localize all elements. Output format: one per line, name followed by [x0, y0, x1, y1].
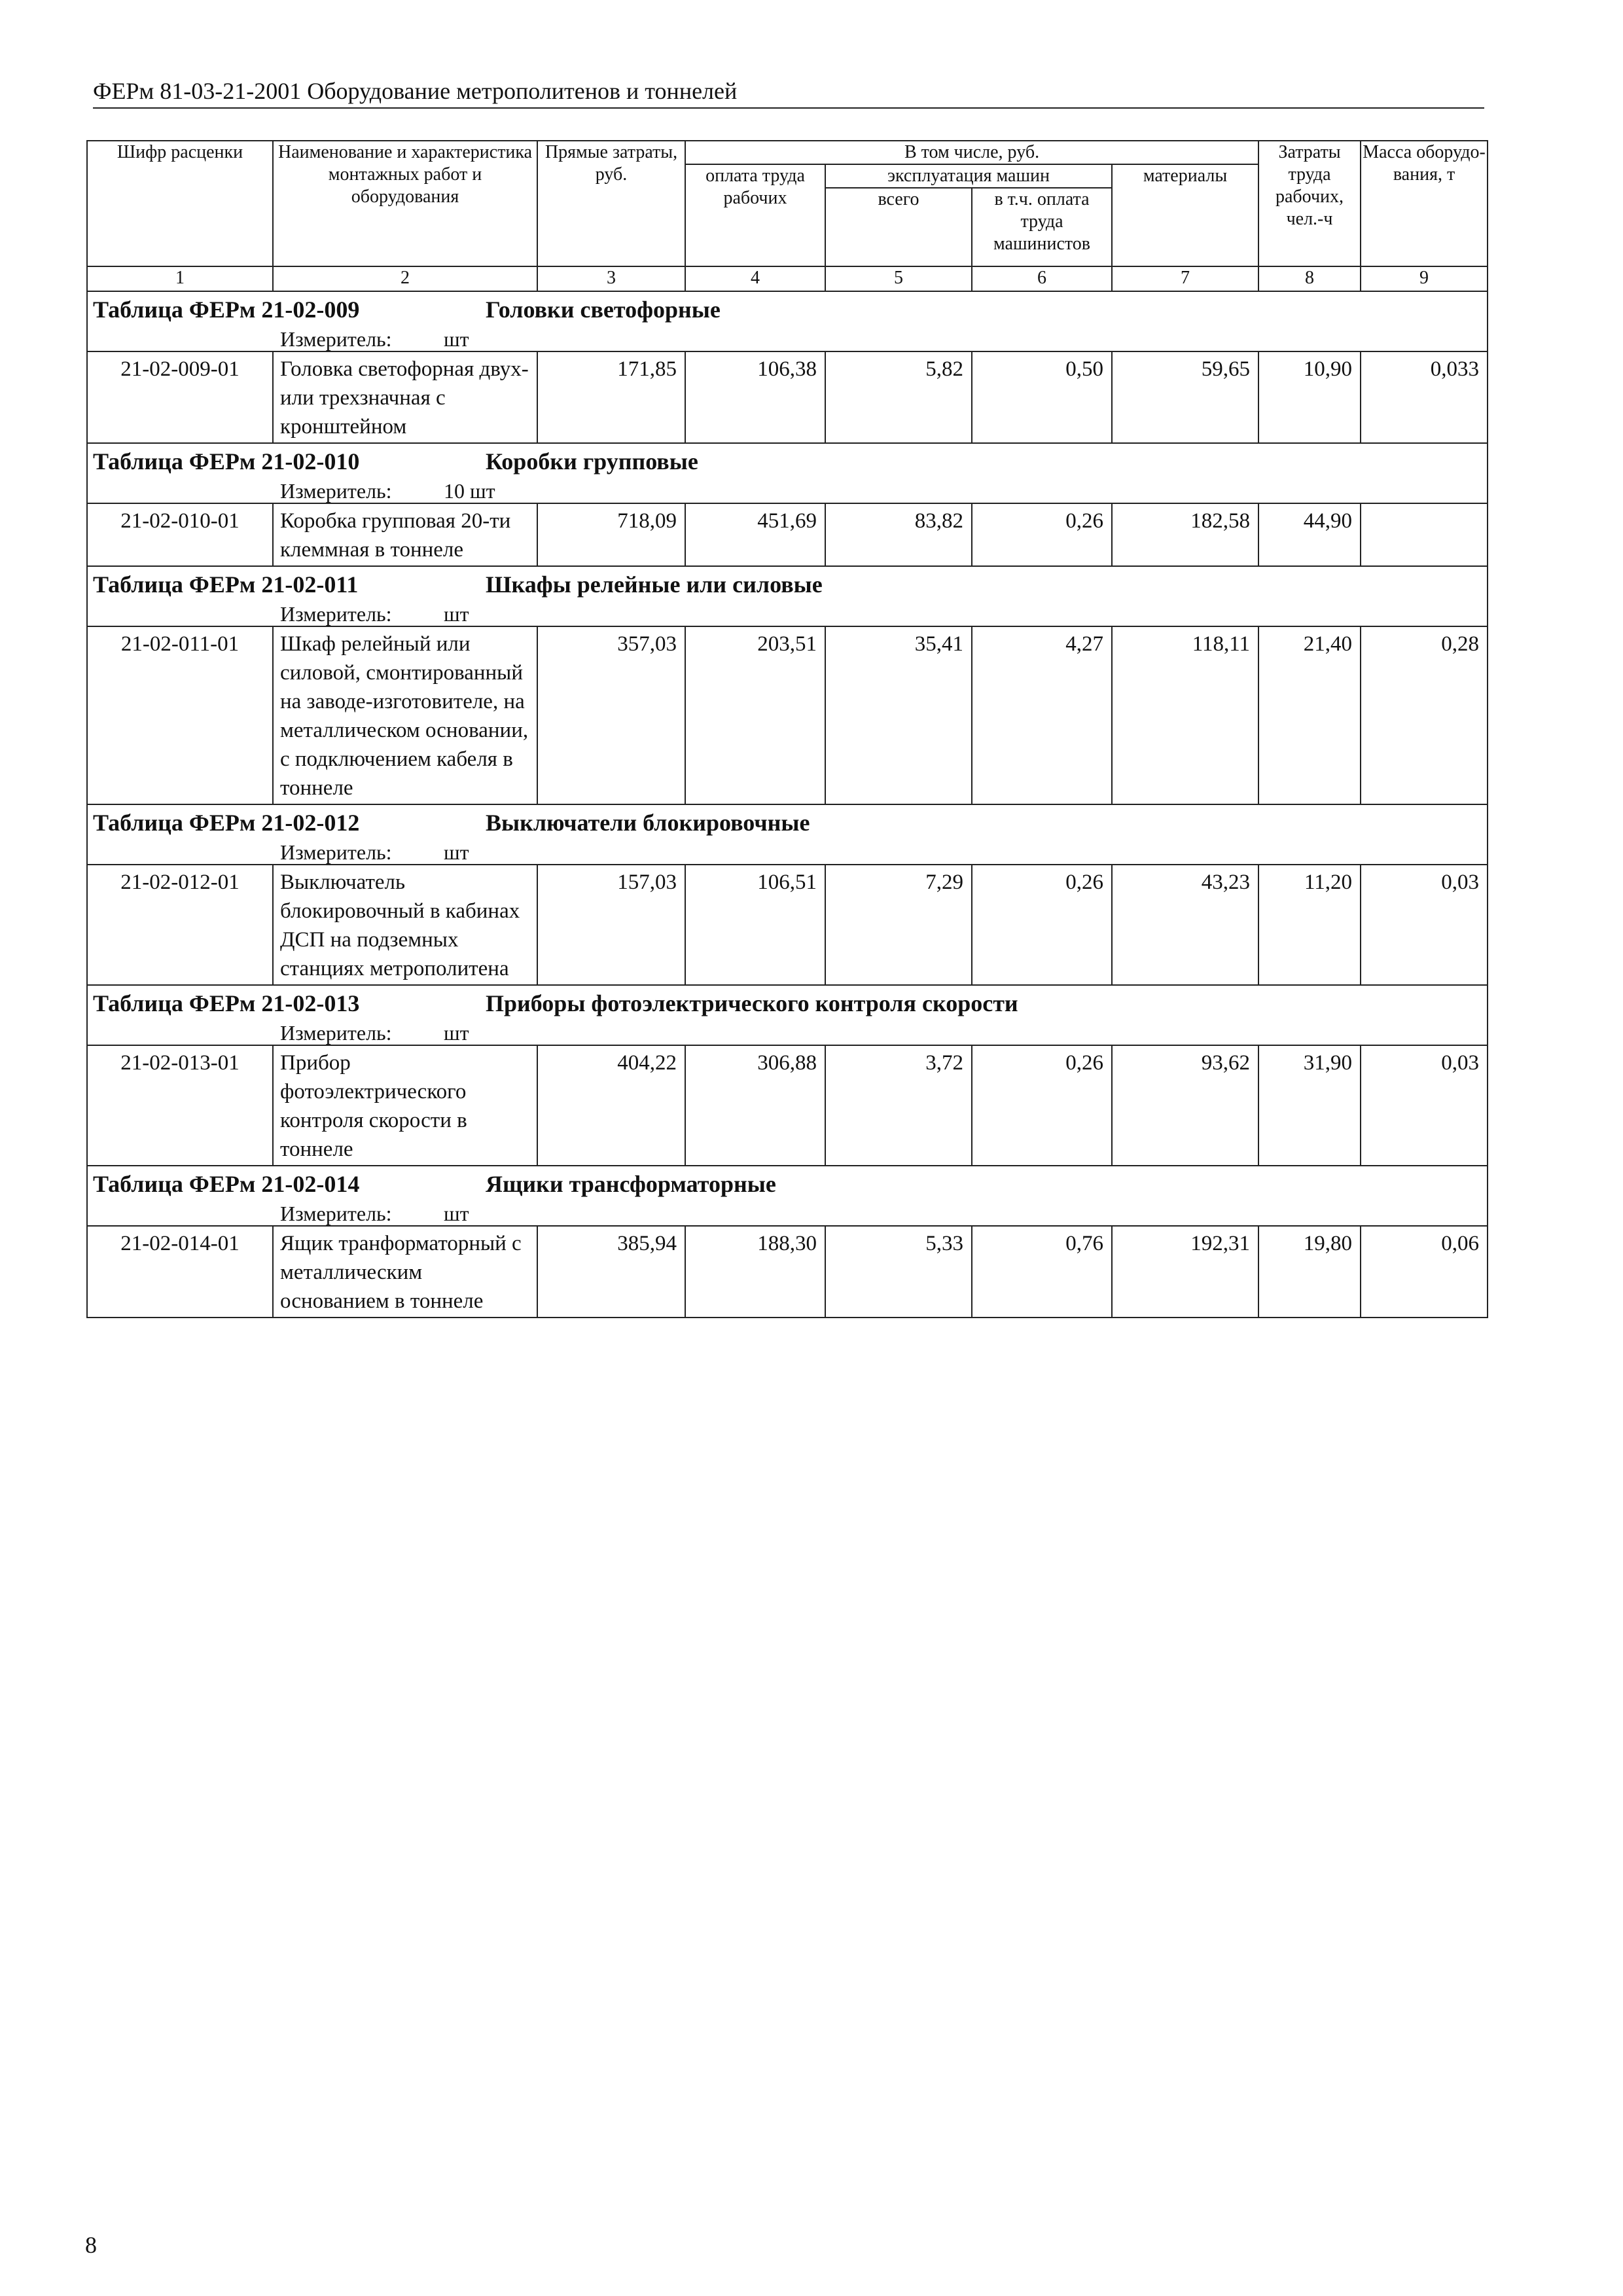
section-table-code: Таблица ФЕРм 21-02-013 — [93, 990, 360, 1016]
table-row — [87, 503, 1488, 566]
equipment-mass: 0,28 — [1361, 626, 1488, 804]
column-number: 8 — [1258, 266, 1361, 291]
meter-label: Измеритель: — [280, 840, 392, 864]
section-21-02-009 — [87, 291, 1488, 443]
section-meter — [87, 840, 1488, 865]
direct-costs: 157,03 — [537, 865, 685, 985]
section-table-code: Таблица ФЕРм 21-02-014 — [93, 1171, 360, 1197]
col-header-machinist-pay: в т.ч. оплата труда машинистов — [972, 188, 1112, 266]
labor-hours: 21,40 — [1258, 626, 1361, 804]
machine-total: 35,41 — [825, 626, 972, 804]
rate-code: 21-02-013-01 — [87, 1045, 273, 1166]
table-row — [87, 865, 1488, 985]
machine-total: 7,29 — [825, 865, 972, 985]
col-header-code: Шифр расценки — [87, 141, 273, 266]
work-name: Головка светофорная двух- или трехзначная с кронштейном — [273, 351, 537, 443]
column-number: 6 — [972, 266, 1112, 291]
work-name: Ящик транформаторный с металлическим основанием в тоннеле — [273, 1226, 537, 1318]
meter-unit: шт — [444, 840, 469, 864]
section-table-code: Таблица ФЕРм 21-02-011 — [93, 571, 359, 598]
labor-hours: 31,90 — [1258, 1045, 1361, 1166]
direct-costs: 357,03 — [537, 626, 685, 804]
col-header-direct-costs: Прямые затраты, руб. — [537, 141, 685, 266]
labor-hours: 11,20 — [1258, 865, 1361, 985]
section-heading — [87, 804, 1488, 840]
section-21-02-012 — [87, 804, 1488, 985]
meter-label: Измеритель: — [280, 1202, 392, 1225]
rate-code: 21-02-009-01 — [87, 351, 273, 443]
equipment-mass: 0,06 — [1361, 1226, 1488, 1318]
materials: 118,11 — [1112, 626, 1258, 804]
meter-unit: 10 шт — [444, 479, 495, 503]
col-header-machine-operation: эксплуатация машин — [825, 164, 1112, 188]
section-title: Ящики трансформаторные — [486, 1171, 776, 1197]
work-name: Коробка групповая 20-ти клеммная в тоннеле — [273, 503, 537, 566]
machine-total: 5,33 — [825, 1226, 972, 1318]
direct-costs: 718,09 — [537, 503, 685, 566]
rate-code: 21-02-010-01 — [87, 503, 273, 566]
machinist-pay: 0,50 — [972, 351, 1112, 443]
section-title: Шкафы релейные или силовые — [486, 571, 823, 598]
section-table-code: Таблица ФЕРм 21-02-010 — [93, 448, 360, 475]
meter-unit: шт — [444, 602, 469, 626]
col-header-name: Наименование и характеристика монтажных работ и оборудования — [273, 141, 537, 266]
labor-pay: 106,51 — [685, 865, 825, 985]
work-name: Прибор фотоэлектрического контроля скорости в тоннеле — [273, 1045, 537, 1166]
table-header — [87, 141, 1488, 291]
col-header-labor-hours: Затраты труда рабочих, чел.-ч — [1258, 141, 1361, 266]
section-21-02-011 — [87, 566, 1488, 804]
section-meter — [87, 479, 1488, 503]
section-title: Коробки групповые — [486, 448, 698, 475]
equipment-mass — [1361, 503, 1488, 566]
machinist-pay: 0,26 — [972, 865, 1112, 985]
col-header-labor-pay: оплата труда рабочих — [685, 164, 825, 266]
materials: 59,65 — [1112, 351, 1258, 443]
table-row — [87, 1045, 1488, 1166]
labor-pay: 106,38 — [685, 351, 825, 443]
section-heading — [87, 1166, 1488, 1202]
meter-label: Измеритель: — [280, 327, 392, 351]
section-21-02-014 — [87, 1166, 1488, 1318]
meter-unit: шт — [444, 1202, 469, 1225]
section-table-code: Таблица ФЕРм 21-02-012 — [93, 810, 360, 836]
section-title: Выключатели блокировочные — [486, 810, 810, 836]
col-header-including: В том числе, руб. — [685, 141, 1258, 164]
section-meter — [87, 1202, 1488, 1226]
section-heading — [87, 985, 1488, 1021]
column-number: 5 — [825, 266, 972, 291]
column-number: 2 — [273, 266, 537, 291]
rate-code: 21-02-014-01 — [87, 1226, 273, 1318]
meter-label: Измеритель: — [280, 1021, 392, 1045]
rate-code: 21-02-011-01 — [87, 626, 273, 804]
col-header-equipment-mass: Масса оборудо-вания, т — [1361, 141, 1488, 266]
column-number: 9 — [1361, 266, 1488, 291]
column-number: 4 — [685, 266, 825, 291]
rate-code: 21-02-012-01 — [87, 865, 273, 985]
col-header-materials: материалы — [1112, 164, 1258, 266]
column-number: 7 — [1112, 266, 1258, 291]
page-header: ФЕРм 81-03-21-2001 Оборудование метрополитенов и тоннелей — [93, 75, 1484, 109]
meter-label: Измеритель: — [280, 479, 392, 503]
labor-pay: 188,30 — [685, 1226, 825, 1318]
column-number: 3 — [537, 266, 685, 291]
section-title: Приборы фотоэлектрического контроля скорости — [486, 990, 1018, 1016]
equipment-mass: 0,03 — [1361, 865, 1488, 985]
col-header-machine-total: всего — [825, 188, 972, 266]
section-title: Головки светофорные — [486, 296, 721, 323]
machinist-pay: 0,76 — [972, 1226, 1112, 1318]
section-table-code: Таблица ФЕРм 21-02-009 — [93, 296, 360, 323]
machinist-pay: 4,27 — [972, 626, 1112, 804]
table-row — [87, 1226, 1488, 1318]
column-numbers-row — [87, 266, 1488, 291]
labor-pay: 203,51 — [685, 626, 825, 804]
section-meter — [87, 327, 1488, 351]
labor-hours: 19,80 — [1258, 1226, 1361, 1318]
section-meter — [87, 602, 1488, 626]
machine-total: 3,72 — [825, 1045, 972, 1166]
section-21-02-010 — [87, 443, 1488, 566]
machine-total: 5,82 — [825, 351, 972, 443]
labor-hours: 10,90 — [1258, 351, 1361, 443]
work-name: Шкаф релейный или силовой, смонтированный на заводе-изготовителе, на металлическом основании, с подключением кабеля в тоннеле — [273, 626, 537, 804]
equipment-mass: 0,03 — [1361, 1045, 1488, 1166]
meter-unit: шт — [444, 1021, 469, 1045]
meter-unit: шт — [444, 327, 469, 351]
section-meter — [87, 1021, 1488, 1045]
materials: 43,23 — [1112, 865, 1258, 985]
meter-label: Измеритель: — [280, 602, 392, 626]
section-heading — [87, 443, 1488, 479]
materials: 182,58 — [1112, 503, 1258, 566]
labor-pay: 451,69 — [685, 503, 825, 566]
section-21-02-013 — [87, 985, 1488, 1166]
machinist-pay: 0,26 — [972, 1045, 1112, 1166]
materials: 192,31 — [1112, 1226, 1258, 1318]
table-row — [87, 351, 1488, 443]
machine-total: 83,82 — [825, 503, 972, 566]
labor-pay: 306,88 — [685, 1045, 825, 1166]
direct-costs: 404,22 — [537, 1045, 685, 1166]
work-name: Выключатель блокировочный в кабинах ДСП на подземных станциях метрополитена — [273, 865, 537, 985]
equipment-mass: 0,033 — [1361, 351, 1488, 443]
direct-costs: 171,85 — [537, 351, 685, 443]
machinist-pay: 0,26 — [972, 503, 1112, 566]
section-heading — [87, 291, 1488, 327]
materials: 93,62 — [1112, 1045, 1258, 1166]
section-heading — [87, 566, 1488, 602]
page-number: 8 — [85, 2232, 97, 2258]
labor-hours: 44,90 — [1258, 503, 1361, 566]
column-number: 1 — [87, 266, 273, 291]
direct-costs: 385,94 — [537, 1226, 685, 1318]
table-row — [87, 626, 1488, 804]
rates-table — [86, 140, 1488, 1318]
